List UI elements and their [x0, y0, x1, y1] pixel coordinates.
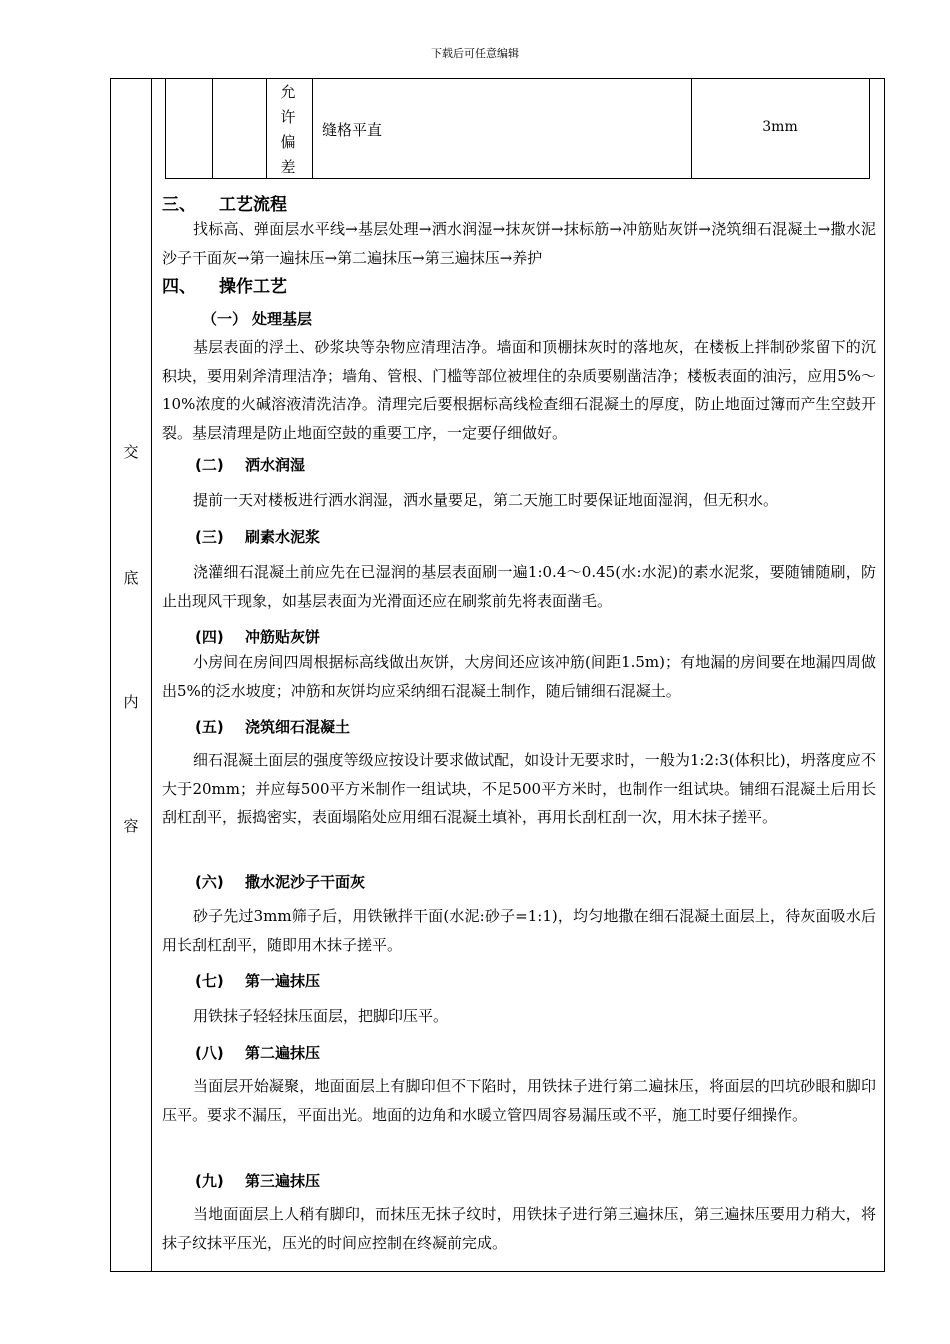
subsection-body: 当地面面层上人稍有脚印，而抹压无抹子纹时，用铁抹子进行第三遍抹压，第三遍抹压要用力稍大，将抹子纹抹平压光，压光的时间应控制在终凝前完成。 [162, 1205, 876, 1252]
subsection-heading: (六) 撒水泥沙子干面灰 [195, 873, 366, 891]
subsection-heading: (五) 浇筑细石混凝土 [195, 718, 351, 736]
section-4-heading: 四、 操作工艺 [162, 277, 287, 297]
tolerance-category: 允 许 偏 差 [280, 83, 296, 176]
subsection-body: 细石混凝土面层的强度等级应按设计要求做试配，如设计无要求时，一般为1:2:3(体积比)，坍落度应不大于20mm；并应每500平方米制作一组试块，不足500平方米时，也制作一组试块。铺细石混凝土后用长刮杠刮平，振捣密实，表面塌陷处应用细石混凝土填补，再用长刮杠刮一次，用木抹子搓平。 [162, 751, 876, 826]
side-label-di: 底 [123, 569, 139, 587]
subsection-body: 当面层开始凝聚，地面面层上有脚印但不下陷时，用铁抹子进行第二遍抹压，将面层的凹坑砂眼和脚印压平。要求不漏压，平面出光。地面的边角和水暖立管四周容易漏压或不平，施工时要仔细操作。 [162, 1077, 876, 1124]
subsection-body: 砂子先过3mm筛子后，用铁锹拌干面(水泥:砂子=1:1)，均匀地撒在细石混凝土面层上，待灰面吸水后用长刮杠刮平，随即用木抹子搓平。 [162, 907, 876, 954]
section-3-body: 找标高、弹面层水平线→基层处理→洒水润湿→抹灰饼→抹标筋→冲筋贴灰饼→浇筑细石混凝土→撒水泥沙子干面灰→第一遍抹压→第二遍抹压→第三遍抹压→养护 [162, 220, 876, 267]
left-column-divider [151, 78, 152, 1272]
section-3-heading: 三、 工艺流程 [162, 195, 287, 215]
subsection-body: 提前一天对楼板进行洒水润湿，洒水量要足，第二天施工时要保证地面湿润，但无积水。 [193, 491, 779, 509]
subsection-body: 浇灌细石混凝土前应先在已湿润的基层表面刷一遍1:0.4～0.45(水:水泥)的素水泥浆，要随铺随刷，防止出现风干现象，如基层表面为光滑面还应在刷浆前先将表面凿毛。 [162, 563, 876, 610]
subsection-heading: （一） 处理基层 [202, 310, 313, 328]
subsection-heading: (四) 冲筋贴灰饼 [195, 628, 321, 646]
subsection-heading: (二) 洒水润湿 [195, 456, 306, 474]
table-divider [212, 78, 213, 178]
subsection-heading: (七) 第一遍抹压 [195, 972, 321, 990]
tolerance-item: 缝格平直 [322, 121, 383, 139]
side-label-jiao: 交 [123, 443, 139, 461]
subsection-heading: (九) 第三遍抹压 [195, 1172, 321, 1190]
side-label-rong: 容 [123, 817, 139, 835]
subsection-body: 用铁抹子轻轻抹压面层，把脚印压平。 [193, 1007, 449, 1025]
page-header: 下载后可任意编辑 [431, 47, 519, 60]
subsection-body: 基层表面的浮土、砂浆块等杂物应清理洁净。墙面和顶棚抹灰时的落地灰，在楼板上拌制砂浆留下的沉积块，要用剁斧清理洁净；墙角、管根、门槛等部位被埋住的杂质要剔凿洁净；楼板表面的油污，应用5%～10%浓度的火碱溶液清洗洁净。清理完后要根据标高线检查细石混凝土的厚度，防止地面过簿而产生空鼓开裂。基层清理是防止地面空鼓的重要工序，一定要仔细做好。 [162, 338, 876, 442]
subsection-body: 小房间在房间四周根据标高线做出灰饼，大房间还应该冲筋(间距1.5m)；有地漏的房间要在地漏四周做出5%的泛水坡度；冲筋和灰饼均应采纳细石混凝土制作，随后铺细石混凝土。 [162, 653, 876, 700]
subsection-heading: (八) 第二遍抹压 [195, 1044, 321, 1062]
side-label-nei: 内 [123, 693, 139, 711]
tolerance-value: 3mm [762, 119, 798, 135]
table-divider [312, 78, 313, 178]
subsection-heading: (三) 刷素水泥浆 [195, 528, 321, 546]
